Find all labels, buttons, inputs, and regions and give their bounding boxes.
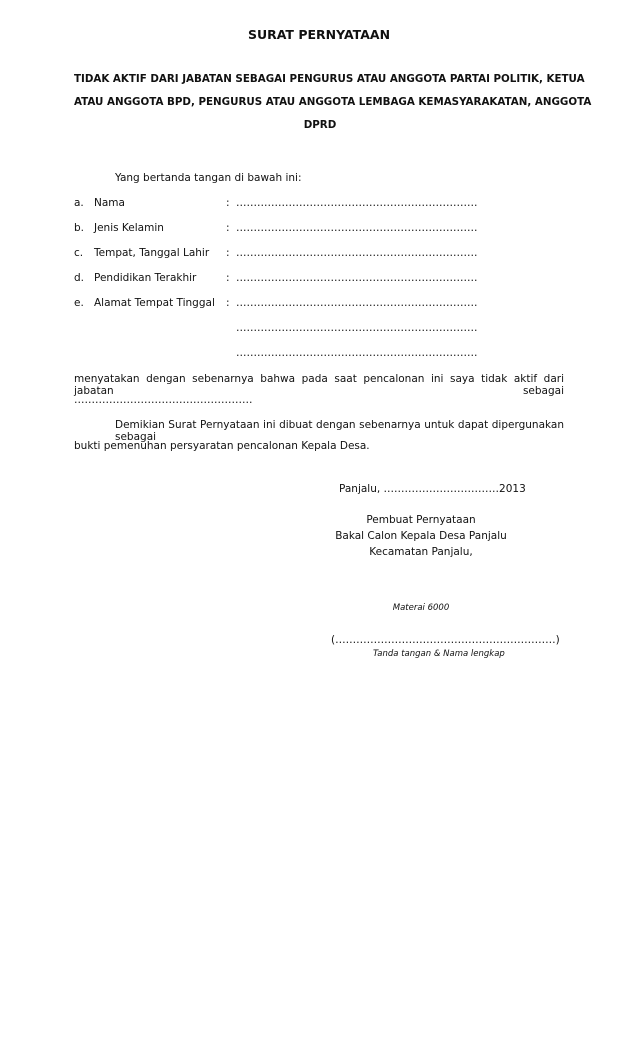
intro-text: Yang bertanda tangan di bawah ini: — [115, 172, 302, 184]
signatory-line-3: Kecamatan Panjalu, — [369, 546, 473, 558]
field-blank: …………………………………………………………… — [236, 247, 478, 259]
statement-line-2: …………………………………………… — [74, 394, 253, 406]
field-letter: d. — [74, 272, 85, 284]
document-subtitle-line-1: TIDAK AKTIF DARI JABATAN SEBAGAI PENGURUS ATAU ANGGOTA PARTAI POLITIK, KETUA — [74, 73, 585, 85]
signature-caption: Tanda tangan & Nama lengkap — [373, 649, 505, 659]
field-colon: : — [226, 247, 230, 259]
closing-line-1: Demikian Surat Pernyataan ini dibuat dengan sebenarnya untuk dapat dipergunakan sebagai — [115, 419, 564, 443]
place-date: Panjalu, ……………………………2013 — [339, 483, 526, 495]
document-title: SURAT PERNYATAAN — [247, 27, 391, 42]
field-label: Nama — [94, 197, 125, 209]
field-label: Pendidikan Terakhir — [94, 272, 197, 284]
address-continuation-line: …………………………………………………………… — [236, 347, 478, 359]
statement-line-1: menyatakan dengan sebenarnya bahwa pada saat pencalonan ini saya tidak aktif dari jabatan sebagai — [74, 373, 564, 397]
signature-line: (………………………………………………………) — [331, 634, 560, 646]
document-subtitle-line-3: DPRD — [303, 119, 337, 131]
field-blank: …………………………………………………………… — [236, 297, 478, 309]
address-continuation-line: …………………………………………………………… — [236, 322, 478, 334]
field-colon: : — [226, 197, 230, 209]
field-label: Tempat, Tanggal Lahir — [94, 247, 210, 259]
field-blank: …………………………………………………………… — [236, 197, 478, 209]
field-letter: a. — [74, 197, 84, 209]
field-blank: …………………………………………………………… — [236, 272, 478, 284]
stamp-placeholder: Materai 6000 — [392, 603, 450, 613]
field-colon: : — [226, 222, 230, 234]
field-letter: b. — [74, 222, 85, 234]
field-colon: : — [226, 272, 230, 284]
field-label: Alamat Tempat Tinggal — [94, 297, 215, 309]
field-blank: …………………………………………………………… — [236, 222, 478, 234]
field-letter: c. — [74, 247, 84, 259]
field-colon: : — [226, 297, 230, 309]
field-label: Jenis Kelamin — [94, 222, 164, 234]
signatory-line-2: Bakal Calon Kepala Desa Panjalu — [335, 530, 507, 542]
field-letter: e. — [74, 297, 84, 309]
closing-line-2: bukti pemenuhan persyaratan pencalonan Kepala Desa. — [74, 440, 370, 452]
signatory-line-1: Pembuat Pernyataan — [366, 514, 476, 526]
document-subtitle-line-2: ATAU ANGGOTA BPD, PENGURUS ATAU ANGGOTA LEMBAGA KEMASYARAKATAN, ANGGOTA — [74, 96, 592, 108]
